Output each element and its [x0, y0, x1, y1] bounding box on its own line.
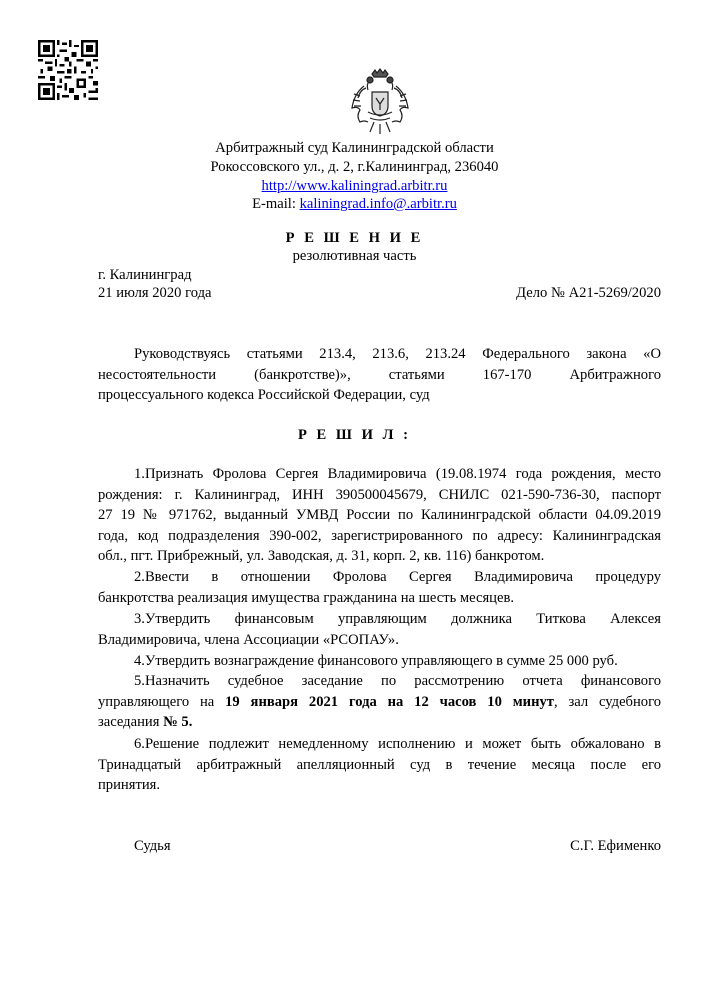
document-title: Р Е Ш Е Н И Е — [285, 230, 424, 246]
decision-item-2 — [98, 567, 661, 608]
item-line: 6.Решение подлежит немедленному исполнению и может быть обжаловано в — [134, 736, 661, 752]
decision-item-6 — [98, 734, 661, 796]
decision-item-3 — [98, 609, 661, 650]
preamble-line: Руководствуясь статьями 213.4, 213.6, 213.24 Федерального закона «О — [134, 346, 661, 362]
item-line: рождения: г. Калининград, ИНН 390500045679, СНИЛС 021-590-736-30, паспорт — [98, 486, 661, 503]
court-address: Рокоссовского ул., д. 2, г.Калининград, 236040 — [210, 159, 499, 175]
decision-item-4 — [98, 651, 661, 672]
item-line: 1.Признать Фролова Сергея Владимировича (19.08.1974 года рождения, место — [134, 466, 661, 482]
item-line: 4.Утвердить вознаграждение финансового управляющего в сумме 25 000 руб. — [134, 653, 618, 669]
item-line: 27 19 № 971762, выданный УМВД России по Калининградской области 04.09.2019 — [98, 507, 661, 523]
item-line: 5.Назначить судебное заседание по рассмотрению отчета финансового — [134, 673, 661, 689]
hall-number: № 5. — [163, 714, 193, 730]
item-line: принятия. — [98, 777, 160, 793]
hearing-prefix: управляющего на — [98, 693, 226, 710]
court-name: Арбитражный суд Калининградской области — [215, 140, 494, 156]
hall-prefix: заседания — [98, 714, 164, 730]
item-line: Владимировича, члена Ассоциации «РСОПАУ». — [98, 631, 399, 648]
hearing-datetime: 19 января 2021 года на 12 часов 10 минут — [225, 693, 554, 710]
court-website-row — [0, 178, 709, 195]
item-line — [98, 712, 661, 733]
item-line: Тринадцатый арбитражный апелляционный суд в течение месяца после его — [98, 756, 661, 773]
item-line: банкротства реализация имущества гражданина на шесть месяцев. — [98, 589, 514, 606]
hearing-suffix: , зал судебного — [553, 693, 661, 710]
case-number: Дело № А21-5269/2020 — [516, 285, 661, 301]
qr-code-icon — [38, 40, 98, 100]
coat-of-arms-icon — [350, 68, 410, 136]
decision-item-1 — [98, 464, 661, 567]
court-email-link[interactable]: kaliningrad.info@.arbitr.ru — [299, 196, 457, 212]
preamble — [98, 344, 661, 406]
city: г. Калининград — [98, 267, 192, 283]
item-line: обл., пгт. Прибрежный, ул. Заводская, д. 31, корп. 2, кв. 116) банкротом. — [98, 548, 545, 564]
court-email-row — [0, 196, 709, 213]
item-line — [98, 692, 661, 713]
court-website-link[interactable]: http://www.kaliningrad.arbitr.ru — [261, 178, 448, 194]
preamble-line: процессуального кодекса Российской Федерации, суд — [98, 387, 430, 403]
judge-name: С.Г. Ефименко — [570, 838, 661, 854]
preamble-line: несостоятельности (банкротстве)», статьями 167-170 Арбитражного — [98, 366, 661, 383]
decision-item-5 — [98, 671, 661, 733]
decided-heading: Р Е Ш И Л : — [297, 427, 411, 443]
judge-label: Судья — [134, 838, 171, 854]
item-line: 2.Ввести в отношении Фролова Сергея Владимировича процедуру — [134, 569, 661, 585]
document-subtitle: резолютивная часть — [292, 248, 417, 264]
decision-date: 21 июля 2020 года — [98, 285, 212, 301]
item-line: 3.Утвердить финансовым управляющим должника Титкова Алексея — [134, 611, 661, 627]
item-line: года, код подразделения 390-002, зарегистрированного по адресу: Калининградская — [98, 527, 661, 544]
email-label: E-mail: — [252, 196, 296, 212]
